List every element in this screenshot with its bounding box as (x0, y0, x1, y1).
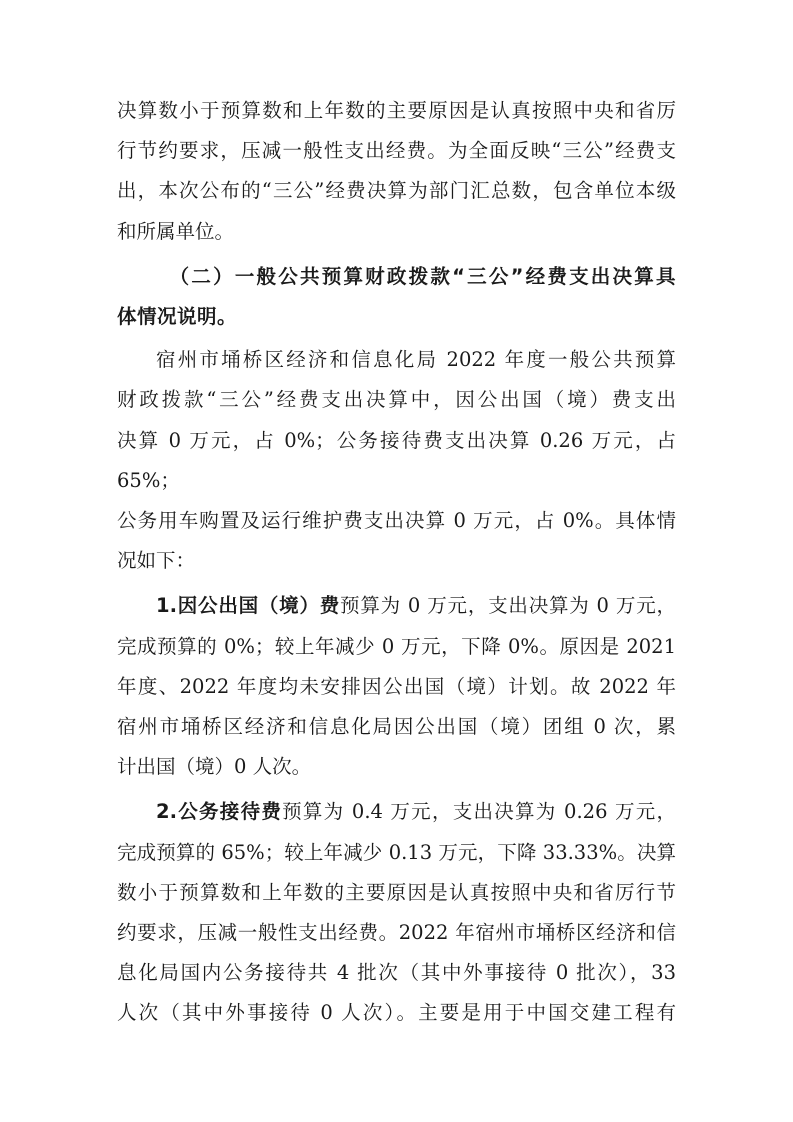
text-line: 决算数小于预算数和上年数的主要原因是认真按照中央和省厉 (117, 99, 676, 122)
item-official-reception (117, 792, 676, 1033)
item-lead: 2.公务接待费 (156, 800, 283, 824)
item-overseas-travel (117, 586, 676, 787)
text-line: 人次（其中外事接待 0 人次）。主要是用于中国交建工程有 (117, 1001, 676, 1025)
text-line: 财政拨款“三公”经费支出决算中，因公出国（境）费支出 (117, 388, 676, 412)
text-line: 和所属单位。 (117, 219, 235, 243)
text-line: 况如下： (117, 549, 196, 573)
text-line: 宿州市埇桥区经济和信息化局因公出国（境）团组 0 次，累 (117, 715, 676, 739)
text-line: 完成预算的 0%；较上年减少 0 万元，下降 0%。原因是 2021 (117, 634, 676, 658)
text-line: 完成预算的 65%；较上年减少 0.13 万元，下降 33.33%。决算 (117, 840, 676, 864)
text-line (117, 792, 676, 832)
text-line (117, 586, 676, 626)
text-line: 公务用车购置及运行维护费支出决算 0 万元，占 0%。具体情 (117, 509, 676, 533)
text-line: 年度、2022 年度均未安排因公出国（境）计划。故 2022 年 (117, 674, 676, 698)
item-text: 预算为 0 万元，支出决算为 0 万元， (340, 594, 676, 618)
item-lead: 1.因公出国（境）费 (156, 594, 341, 618)
heading-line: （二）一般公共预算财政拨款“三公”经费支出决算具 (169, 264, 676, 288)
text-line: 计出国（境）0 人次。 (117, 755, 312, 779)
text-line: 出，本次公布的“三公”经费决算为部门汇总数，包含单位本级 (117, 179, 676, 203)
text-line: 约要求，压减一般性支出经费。2022 年宿州市埇桥区经济和信 (117, 921, 676, 945)
section-heading (117, 257, 676, 337)
text-line: 宿州市埇桥区经济和信息化局 2022 年度一般公共预算 (156, 348, 676, 372)
heading-line: 体情况说明。 (117, 305, 238, 329)
document-page (117, 91, 676, 1034)
text-line: 行节约要求，压减一般性支出经费。为全面反映“三公”经费支 (117, 139, 676, 163)
text-line: 息化局国内公务接待共 4 批次（其中外事接待 0 批次），33 (117, 961, 676, 985)
paragraph-continuation (117, 91, 676, 252)
item-text: 预算为 0.4 万元，支出决算为 0.26 万元， (282, 800, 676, 824)
text-line: 决算 0 万元，占 0%；公务接待费支出决算 0.26 万元，占 65%； (117, 428, 676, 492)
text-line: 数小于预算数和上年数的主要原因是认真按照中央和省厉行节 (117, 880, 676, 904)
summary-paragraph (117, 340, 676, 581)
